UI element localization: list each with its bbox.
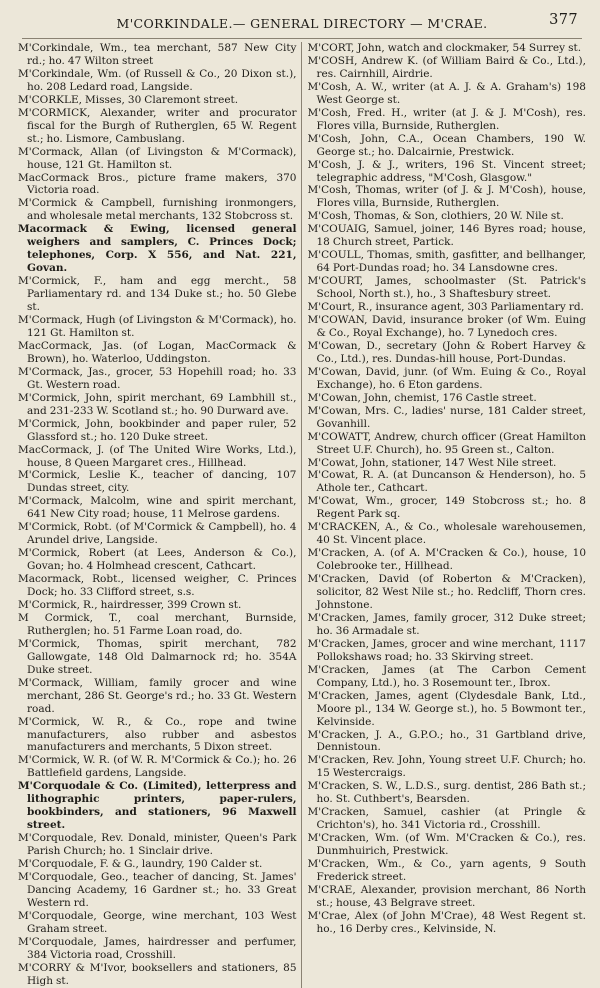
directory-entry: MacCormack Bros., picture frame makers, 370 Victoria road. xyxy=(18,171,297,197)
directory-entry: M'Cowat, Wm., grocer, 149 Stobcross st.; ho. 8 Regent Park sq. xyxy=(307,495,586,521)
directory-entry: M'Cormick, Leslie K., teacher of dancing, 107 Dundas street, city. xyxy=(18,469,297,495)
directory-entry: M'Cowat, R. A. (at Duncanson & Henderson), ho. 5 Athole ter., Cathcart. xyxy=(307,469,586,495)
directory-entry: M'Cormick, Robt. (of M'Cormick & Campbell), ho. 4 Arundel drive, Langside. xyxy=(18,521,297,547)
directory-entry: M'Cormick, Thomas, spirit merchant, 782 Gallowgate, 148 Old Dalmarnock rd; ho. 354A Duke street. xyxy=(18,637,297,676)
directory-entry: M'Cowan, David, junr. (of Wm. Euing & Co., Royal Exchange), ho. 6 Eton gardens. xyxy=(307,365,586,391)
directory-entry: M'Cormick, F., ham and egg mercht., 58 Parliamentary rd. and 134 Duke st.; ho. 50 Glebe st. xyxy=(18,275,297,314)
left-column xyxy=(18,42,302,988)
directory-entry: M'Cracken, Wm., & Co., yarn agents, 9 South Frederick street. xyxy=(307,858,586,883)
directory-entry: M'CORKLE, Misses, 30 Claremont street. xyxy=(18,93,239,106)
directory-entry: M'CRACKEN, A., & Co., wholesale warehousemen, 40 St. Vincent place. xyxy=(307,521,586,547)
directory-entry: Macormack, Robt., licensed weigher, C. Princes Dock; ho. 33 Clifford street, s.s. xyxy=(18,573,297,599)
directory-columns xyxy=(18,42,586,988)
directory-entry: M'Cormack, Hugh (of Livingston & M'Cormack), ho. 121 Gt. Hamilton st. xyxy=(18,314,297,339)
directory-entry: M Cormick, T., coal merchant, Burnside, Rutherglen; ho. 51 Farme Loan road, do. xyxy=(18,611,297,637)
directory-entry: M'Cracken, James, grocer and wine merchant, 1117 Pollokshaws road; ho. 33 Skirving street. xyxy=(307,637,586,663)
directory-entry: M'Cracken, Wm. (of Wm. M'Cracken & Co.), res. Dunmhuirich, Prestwick. xyxy=(307,832,586,858)
directory-entry: M'Corquodale, James, hairdresser and perfumer, 384 Victoria road, Crosshill. xyxy=(18,935,297,961)
directory-entry: M'CORRY & M'Ivor, booksellers and stationers, 85 High st. xyxy=(18,961,297,987)
directory-entry: M'Cosh, Thomas, writer (of J. & J. M'Cosh), house, Flores villa, Burnside, Rutherglen. xyxy=(307,184,586,210)
directory-entry: M'Cowat, John, stationer, 147 West Nile street. xyxy=(307,456,557,469)
directory-entry: M'Cracken, J. A., G.P.O.; ho., 31 Gartbland drive, Dennistoun. xyxy=(307,728,586,754)
directory-entry: M'Cracken, James, agent (Clydesdale Bank, Ltd., Moore pl., 134 W. George st.), ho. 5 Bowmont ter., Kelvinside. xyxy=(307,689,586,728)
directory-entry: M'Cormick, W. R., & Co., rope and twine manufacturers, also rubber and asbestos manufacturers and merchants, 5 Dixon street. xyxy=(18,715,297,754)
running-head: M'CORKINDALE.— GENERAL DIRECTORY — M'CRAE. xyxy=(116,16,488,31)
directory-entry: M'Cracken, A. (of A. M'Cracken & Co.), house, 10 Colebrooke ter., Hillhead. xyxy=(307,547,586,573)
directory-entry: M'Corquodale, Geo., teacher of dancing, St. James' Dancing Academy, 16 Gardner st.; ho. 33 Great Western rd. xyxy=(18,871,297,909)
directory-entry: M'CORMICK, Alexander, writer and procurator fiscal for the Burgh of Rutherglen, 65 W. Regent st.; ho. Lismore, Cambuslang. xyxy=(18,106,297,145)
directory-entry: M'Cosh, John, C.A., Ocean Chambers, 190 W. George st.; ho. Dalcairnie, Prestwick. xyxy=(307,132,586,158)
directory-entry: M'Cormick, John, bookbinder and paper ruler, 52 Glassford st.; ho. 120 Duke street. xyxy=(18,417,297,443)
directory-entry: M'Cormack, William, family grocer and wine merchant, 286 St. George's rd.; ho. 33 Gt. Western road. xyxy=(18,676,297,715)
directory-entry: M'COUAIG, Samuel, joiner, 146 Byres road; house, 18 Church street, Partick. xyxy=(307,223,586,249)
directory-entry: M'COURT, James, schoolmaster (St. Patrick's School, North st.), ho., 3 Shaftesbury street. xyxy=(307,275,586,301)
directory-entry: M'Cosh, Thomas, & Son, clothiers, 20 W. Nile st. xyxy=(307,210,564,223)
directory-entry: M'CORT, John, watch and clockmaker, 54 Surrey st. xyxy=(307,42,582,54)
directory-entry: M'Cracken, S. W., L.D.S., surg. dentist, 286 Bath st.; ho. St. Cuthbert's, Bearsden. xyxy=(307,780,586,806)
directory-entry: M'Cormick, R., hairdresser, 399 Crown st. xyxy=(18,598,242,611)
directory-entry: M'Corkindale, Wm., tea merchant, 587 New City rd.; ho. 47 Wilton street xyxy=(18,42,297,67)
directory-entry: M'Cosh, J. & J., writers, 196 St. Vincent street; telegraphic address, "M'Cosh, Glasgow." xyxy=(307,158,586,184)
directory-entry: M'Cormack, Allan (of Livingston & M'Cormack), house, 121 Gt. Hamilton st. xyxy=(18,145,297,171)
directory-entry: M'Cosh, Fred. H., writer (at J. & J. M'Cosh), res. Flores villa, Burnside, Rutherglen. xyxy=(307,106,586,132)
directory-entry: M'Cowan, Mrs. C., ladies' nurse, 181 Calder street, Govanhill. xyxy=(307,404,586,430)
directory-entry: M'Corquodale, Rev. Donald, minister, Queen's Park Parish Church; ho. 1 Sinclair drive. xyxy=(18,832,297,858)
directory-entry: M'Court, R., insurance agent, 303 Parliamentary rd. xyxy=(307,301,584,314)
directory-entry: M'Cormick, W. R. (of W. R. M'Cormick & Co.); ho. 26 Battlefield gardens, Langside. xyxy=(18,754,297,780)
directory-entry: M'Cracken, James, family grocer, 312 Duke street; ho. 36 Armadale st. xyxy=(307,611,586,637)
directory-entry: M'Cormick, Robert (at Lees, Anderson & Co.), Govan; ho. 4 Holmhead crescent, Cathcart. xyxy=(18,547,297,573)
directory-entry: MacCormack, J. (of The United Wire Works, Ltd.), house, 8 Queen Margaret cres., Hillhead. xyxy=(18,443,297,469)
directory-entry: M'Cracken, Rev. John, Young street U.F. Church; ho. 15 Westercraigs. xyxy=(307,754,586,780)
directory-entry: M'Crae, Alex (of John M'Crae), 48 West Regent st. ho., 16 Derby cres., Kelvinside, N. xyxy=(307,909,586,935)
directory-entry: MacCormack, Jas. (of Logan, MacCormack & Brown), ho. Waterloo, Uddingston. xyxy=(18,339,297,365)
directory-entry: M'Cracken, David (of Roberton & M'Cracken), solicitor, 82 West Nile st.; ho. Redcliff, Thorn cres. Johnstone. xyxy=(307,573,586,611)
directory-entry: M'COSH, Andrew K. (of William Baird & Co., Ltd.), res. Cairnhill, Airdrie. xyxy=(307,54,586,80)
directory-entry: M'COWATT, Andrew, church officer (Great Hamilton Street U.F. Church), ho. 95 Green st., Calton. xyxy=(307,430,586,456)
page-number: 377 xyxy=(549,12,578,28)
directory-entry: M'Cormick, John, spirit merchant, 69 Lambhill st., and 231-233 W. Scotland st.; ho. 90 Durward ave. xyxy=(18,391,297,417)
header-rule xyxy=(22,38,582,39)
directory-entry: M'Corquodale & Co. (Limited), letterpress and lithographic printers, paper-rulers, bookbinders, and stationers, 96 Maxwell street. xyxy=(18,780,297,832)
directory-entry: M'Cosh, A. W., writer (at A. J. & A. Graham's) 198 West George st. xyxy=(307,80,586,106)
directory-entry: M'COULL, Thomas, smith, gasfitter, and bellhanger, 64 Port-Dundas road; ho. 34 Lansdowne cres. xyxy=(307,249,586,275)
directory-entry: M'Cormack, Jas., grocer, 53 Hopehill road; ho. 33 Gt. Western road. xyxy=(18,365,297,391)
directory-entry: M'Corkindale, Wm. (of Russell & Co., 20 Dixon st.), ho. 208 Ledard road, Langside. xyxy=(18,67,297,93)
directory-entry: M'COWAN, David, insurance broker (of Wm. Euing & Co., Royal Exchange), ho. 7 Lynedoch cres. xyxy=(307,314,586,339)
directory-entry: M'CRAE, Alexander, provision merchant, 86 North st.; house, 43 Belgrave street. xyxy=(307,883,586,909)
directory-entry: M'Cracken, Samuel, cashier (at Pringle & Crichton's), ho. 341 Victoria rd., Crosshill. xyxy=(307,806,586,832)
directory-entry: M'Cracken, James (at The Carbon Cement Company, Ltd.), ho. 3 Rosemount ter., Ibrox. xyxy=(307,663,586,689)
right-column xyxy=(308,42,587,988)
directory-entry: Macormack & Ewing, licensed general weighers and samplers, C. Princes Dock; telephones, Corp. X 556, and Nat. 221, Govan. xyxy=(18,223,297,275)
directory-entry: M'Corquodale, George, wine merchant, 103 West Graham street. xyxy=(18,909,297,935)
directory-entry: M'Cormick & Campbell, furnishing ironmongers, and wholesale metal merchants, 132 Stobcross st. xyxy=(18,197,297,223)
directory-entry: M'Cowan, John, chemist, 176 Castle street. xyxy=(307,391,537,404)
directory-entry: M'Cormack, Malcolm, wine and spirit merchant, 641 New City road; house, 11 Melrose gardens. xyxy=(18,495,297,521)
directory-entry: M'Corquodale, F. & G., laundry, 190 Calder st. xyxy=(18,858,263,871)
directory-entry: M'Cowan, D., secretary (John & Robert Harvey & Co., Ltd.), res. Dundas-hill house, Port-Dundas. xyxy=(307,339,586,365)
page-header xyxy=(18,10,586,34)
